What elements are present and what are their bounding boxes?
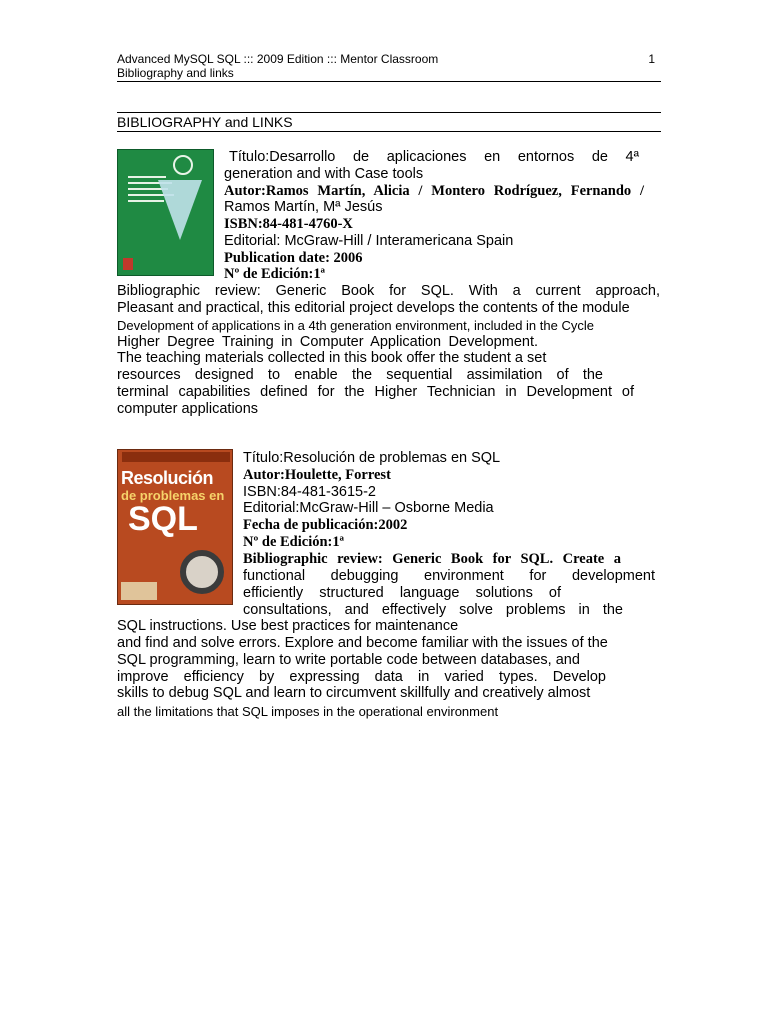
book1-isbn: ISBN:84-481-4760-X — [224, 216, 353, 232]
book1-review-line: computer applications — [117, 401, 259, 417]
book2-review-line: improve efficiency by expressing data in varied types. Develop — [117, 669, 606, 685]
book1-review-line: Higher Degree Training in Computer Application Development. — [117, 334, 538, 350]
book2-review-line: SQL programming, learn to write portable code between databases, and — [117, 652, 580, 668]
book1-author: Autor:Ramos Martín, Alicia / Montero Rodríguez, Fernando / — [224, 183, 644, 199]
book1-review-line: resources designed to enable the sequential assimilation of the — [117, 367, 603, 383]
book2-review-line: and find and solve errors. Explore and become familiar with the issues of the — [117, 635, 608, 651]
section-top-rule — [117, 112, 661, 113]
book2-editorial: Editorial:McGraw-Hill – Osborne Media — [243, 500, 494, 516]
book2-review-line: consultations, and effectively solve problems in the — [243, 602, 623, 618]
cover-title-sql: SQL — [128, 500, 198, 538]
section-bottom-rule — [117, 131, 661, 132]
book1-pub-date: Publication date: 2006 — [224, 250, 363, 266]
book2-title: Título:Resolución de problemas en SQL — [243, 450, 501, 466]
header-divider — [117, 81, 661, 82]
running-header — [117, 52, 661, 66]
book1-edition: Nº de Edición:1ª — [224, 266, 325, 282]
book-cover-desarrollo — [117, 149, 214, 276]
section-title: BIBLIOGRAPHY and LINKS — [117, 114, 293, 130]
book1-review-line: The teaching materials collected in this book offer the student a set — [117, 350, 547, 366]
page-number: 1 — [648, 52, 655, 66]
gear-icon — [180, 550, 224, 594]
cover-title-top: Resolución — [121, 468, 214, 488]
book2-edition: Nº de Edición:1ª — [243, 534, 344, 550]
book2-review-line: SQL instructions. Use best practices for maintenance — [117, 618, 459, 634]
book2-review-line: Bibliographic review: Generic Book for SQL. Create a — [243, 551, 621, 567]
book2-isbn: ISBN:84-481-3615-2 — [243, 484, 376, 500]
book1-author-cont: Ramos Martín, Mª Jesús — [224, 199, 383, 215]
book2-review-line: functional debugging environment for development — [243, 568, 655, 584]
book2-author: Autor:Houlette, Forrest — [243, 467, 391, 483]
book1-review-line: Pleasant and practical, this editorial project develops the contents of the module — [117, 300, 630, 316]
book1-review-line: terminal capabilities defined for the Higher Technician in Development of — [117, 384, 634, 400]
book2-review-line: all the limitations that SQL imposes in the operational environment — [117, 704, 499, 719]
book1-review-line: Bibliographic review: Generic Book for SQL. With a current approach, — [117, 283, 660, 299]
book2-pub-date: Fecha de publicación:2002 — [243, 517, 408, 533]
book1-title: Título:Desarrollo de aplicaciones en entornos de 4ª — [229, 149, 639, 165]
header-title: Advanced MySQL SQL ::: 2009 Edition ::: Mentor Classroom — [117, 52, 439, 66]
header-subtitle: Bibliography and links — [117, 66, 234, 80]
book1-review-line: Development of applications in a 4th generation environment, included in the Cycle — [117, 318, 594, 333]
cover-emblem — [173, 155, 193, 175]
book2-review-line: skills to debug SQL and learn to circumvent skillfully and creatively almost — [117, 685, 591, 701]
book2-review-line: efficiently structured language solutions of — [243, 585, 561, 601]
book1-editorial: Editorial: McGraw-Hill / Interamericana Spain — [224, 233, 514, 249]
cover-title-mid: de problemas en — [121, 488, 225, 503]
book1-title-cont: generation and with Case tools — [224, 166, 424, 182]
publisher-logo — [121, 582, 157, 600]
publisher-logo — [123, 258, 133, 270]
book-cover-resolucion — [117, 449, 233, 605]
